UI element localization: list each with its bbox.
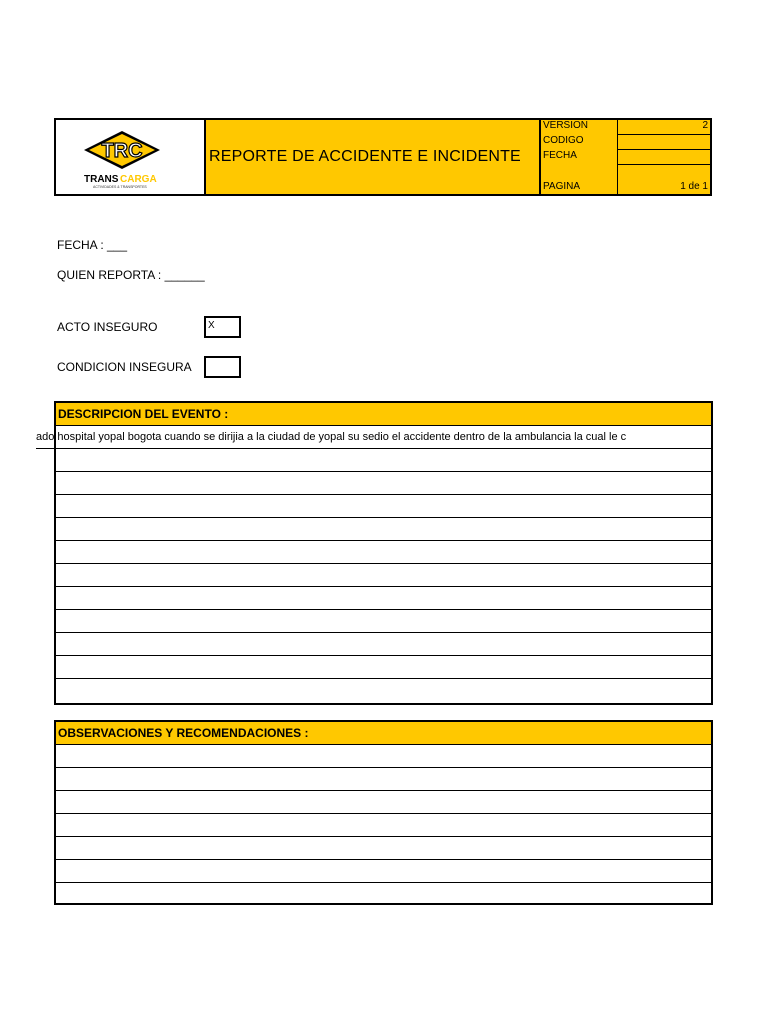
descripcion-row[interactable] (56, 472, 711, 495)
descripcion-row[interactable] (56, 518, 711, 541)
descripcion-row[interactable] (56, 449, 711, 472)
document-title: REPORTE DE ACCIDENTE E INCIDENTE (206, 120, 541, 194)
meta-row-version (541, 120, 710, 134)
logo-brand-carga: CARGA (120, 174, 157, 185)
logo-cell (56, 120, 206, 194)
observaciones-row[interactable] (56, 883, 711, 906)
quien-reporta-field[interactable]: QUIEN REPORTA : ______ (57, 268, 205, 282)
meta-line (617, 164, 710, 165)
descripcion-row[interactable] (56, 610, 711, 633)
company-logo (56, 120, 202, 194)
descripcion-row[interactable] (56, 541, 711, 564)
pagina-label: PAGINA (543, 181, 581, 192)
descripcion-heading: DESCRIPCION DEL EVENTO : (56, 403, 711, 426)
descripcion-row[interactable] (56, 564, 711, 587)
acto-inseguro-checkbox[interactable]: X (204, 316, 241, 338)
observaciones-row[interactable] (56, 791, 711, 814)
condicion-insegura-checkbox[interactable] (204, 356, 241, 378)
descripcion-row[interactable] (56, 587, 711, 610)
meta-row-pagina (541, 181, 710, 195)
logo-brand-trans: TRANS (84, 174, 119, 185)
acto-inseguro-label: ACTO INSEGURO (57, 320, 158, 334)
fecha-meta-label: FECHA (543, 150, 577, 161)
logo-tagline: ACTIVIDADES & TRANSPORTES (93, 185, 147, 189)
version-label: VERSION (543, 120, 589, 131)
document-meta (541, 120, 710, 194)
observaciones-row[interactable] (56, 837, 711, 860)
descripcion-row[interactable] (56, 495, 711, 518)
codigo-label: CODIGO (543, 135, 584, 146)
descripcion-row[interactable] (56, 656, 711, 679)
pagina-value: 1 de 1 (680, 181, 708, 192)
condicion-insegura-label: CONDICION INSEGURA (57, 360, 192, 374)
observaciones-table (54, 720, 713, 905)
observaciones-row[interactable] (56, 814, 711, 837)
meta-row-fecha (541, 150, 710, 164)
observaciones-row[interactable] (56, 768, 711, 791)
observaciones-row[interactable] (56, 860, 711, 883)
meta-row-codigo (541, 135, 710, 149)
descripcion-row[interactable] (56, 679, 711, 702)
logo-letters: TRC (101, 140, 143, 162)
fecha-field[interactable]: FECHA : ___ (57, 238, 128, 252)
descripcion-row[interactable] (56, 633, 711, 656)
observaciones-row[interactable] (56, 745, 711, 768)
observaciones-heading: OBSERVACIONES Y RECOMENDACIONES : (56, 722, 711, 745)
document-header (54, 118, 712, 196)
descripcion-table (36, 401, 713, 705)
descripcion-row[interactable]: ado hospital yopal bogota cuando se dirijia a la ciudad de yopal su sedio el accidente dentro de la ambulancia la cual le c (36, 426, 711, 449)
version-value: 2 (702, 120, 708, 131)
